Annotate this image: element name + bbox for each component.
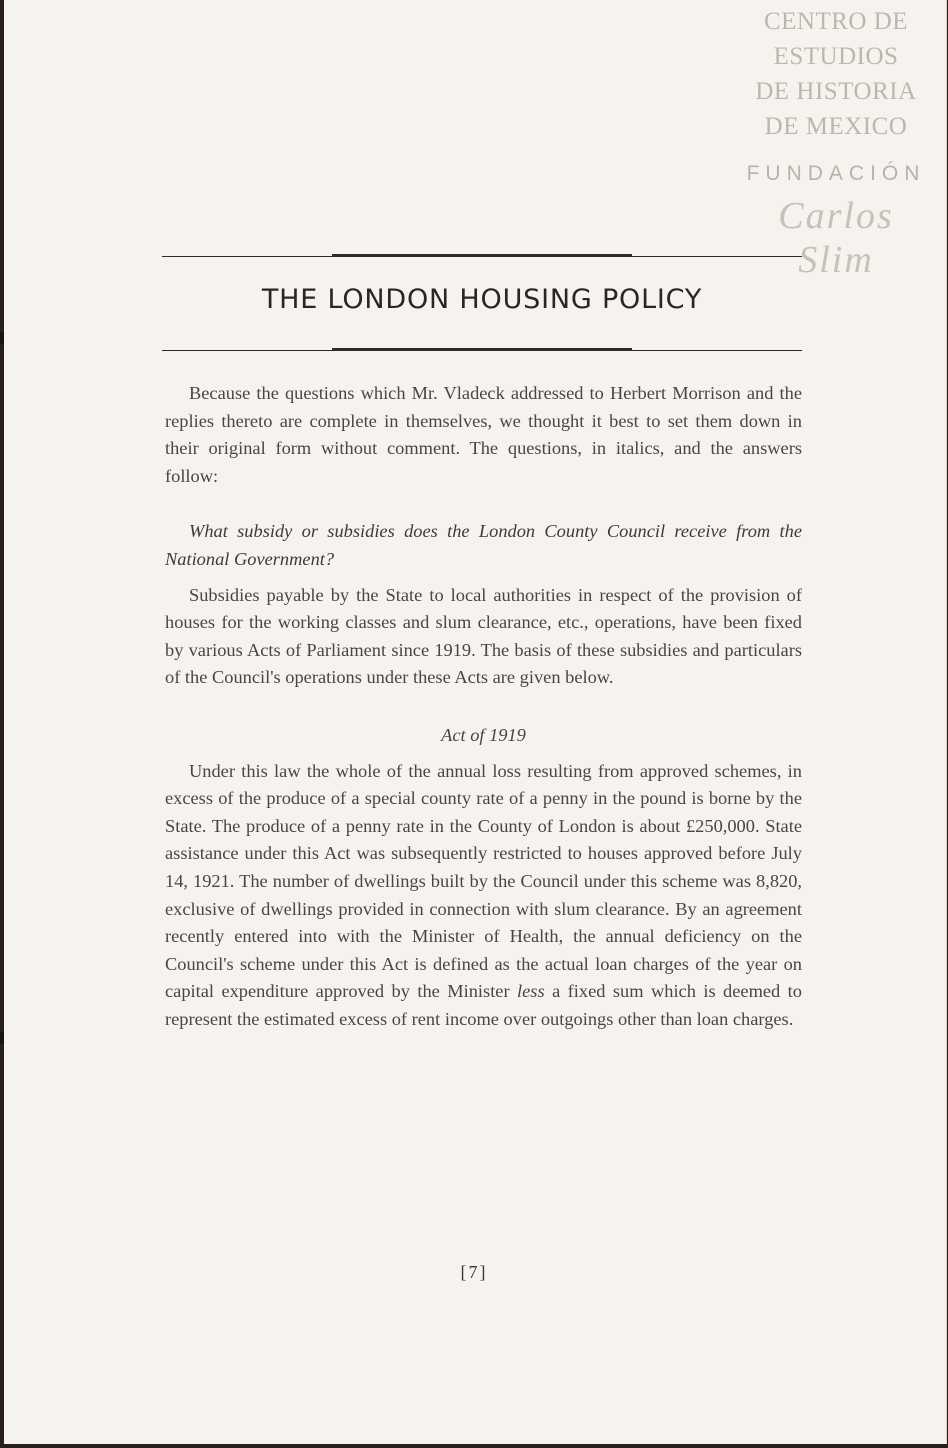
watermark-line: DE HISTORIA bbox=[755, 78, 917, 105]
top-rule bbox=[162, 256, 802, 257]
scan-edge-mark bbox=[0, 332, 4, 344]
scan-edge-mark bbox=[0, 1032, 4, 1044]
watermark-signature: Carlos Slim bbox=[778, 195, 894, 281]
answer-paragraph: Subsidies payable by the State to local authorities in respect of the provision of houses for the working classes and slum clearance, etc., operations, have been fixed by various Acts of Parliament since 1919. The basis of these subsidies and particulars of the Council's operations under these Acts are given below. bbox=[165, 584, 802, 688]
section-subheading: Act of 1919 bbox=[441, 724, 526, 745]
page-number: [7] bbox=[460, 1262, 488, 1282]
act-text-after: a fixed sum which is deemed to represent the estimated excess of rent income over outgoings other than loan charges. bbox=[165, 981, 802, 1029]
page-title: THE LONDON HOUSING POLICY bbox=[261, 284, 703, 315]
bottom-rule-bar bbox=[332, 348, 632, 351]
document-body bbox=[165, 380, 802, 1033]
act-paragraph bbox=[165, 758, 802, 1034]
watermark-line: DE MEXICO bbox=[764, 113, 908, 140]
watermark-foundation: FUNDACIÓN bbox=[746, 162, 926, 185]
watermark-line: CENTRO DE bbox=[763, 8, 909, 35]
archive-watermark bbox=[736, 4, 936, 282]
top-rule-bar bbox=[332, 254, 632, 257]
watermark-line: ESTUDIOS bbox=[773, 43, 899, 70]
act-text-italic: less bbox=[517, 981, 545, 1002]
question-paragraph: What subsidy or subsidies does the London County Council receive from the National Government? bbox=[165, 521, 802, 569]
intro-paragraph: Because the questions which Mr. Vladeck addressed to Herbert Morrison and the replies thereto are complete in themselves, we thought it best to set them down in their original form without comment. The questions, in italics, and the answers follow: bbox=[165, 383, 802, 486]
document-page bbox=[4, 0, 947, 1444]
bottom-rule bbox=[162, 350, 802, 351]
act-text-before: Under this law the whole of the annual loss resulting from approved schemes, in excess of the produce of a special county rate of a penny in the pound is borne by the State. The produce of a penny rate in the County of London is about £250,000. State assistance under this Act was subsequently restricted to houses approved before July 14, 1921. The number of dwellings built by the Council under this scheme was 8,820, exclusive of dwellings provided in connection with slum clearance. By an agreement recently entered into with the Minister of Health, the annual deficiency on the Council's scheme under this Act is defined as the actual loan charges of the year on capital expenditure approved by the Minister bbox=[165, 760, 802, 1002]
